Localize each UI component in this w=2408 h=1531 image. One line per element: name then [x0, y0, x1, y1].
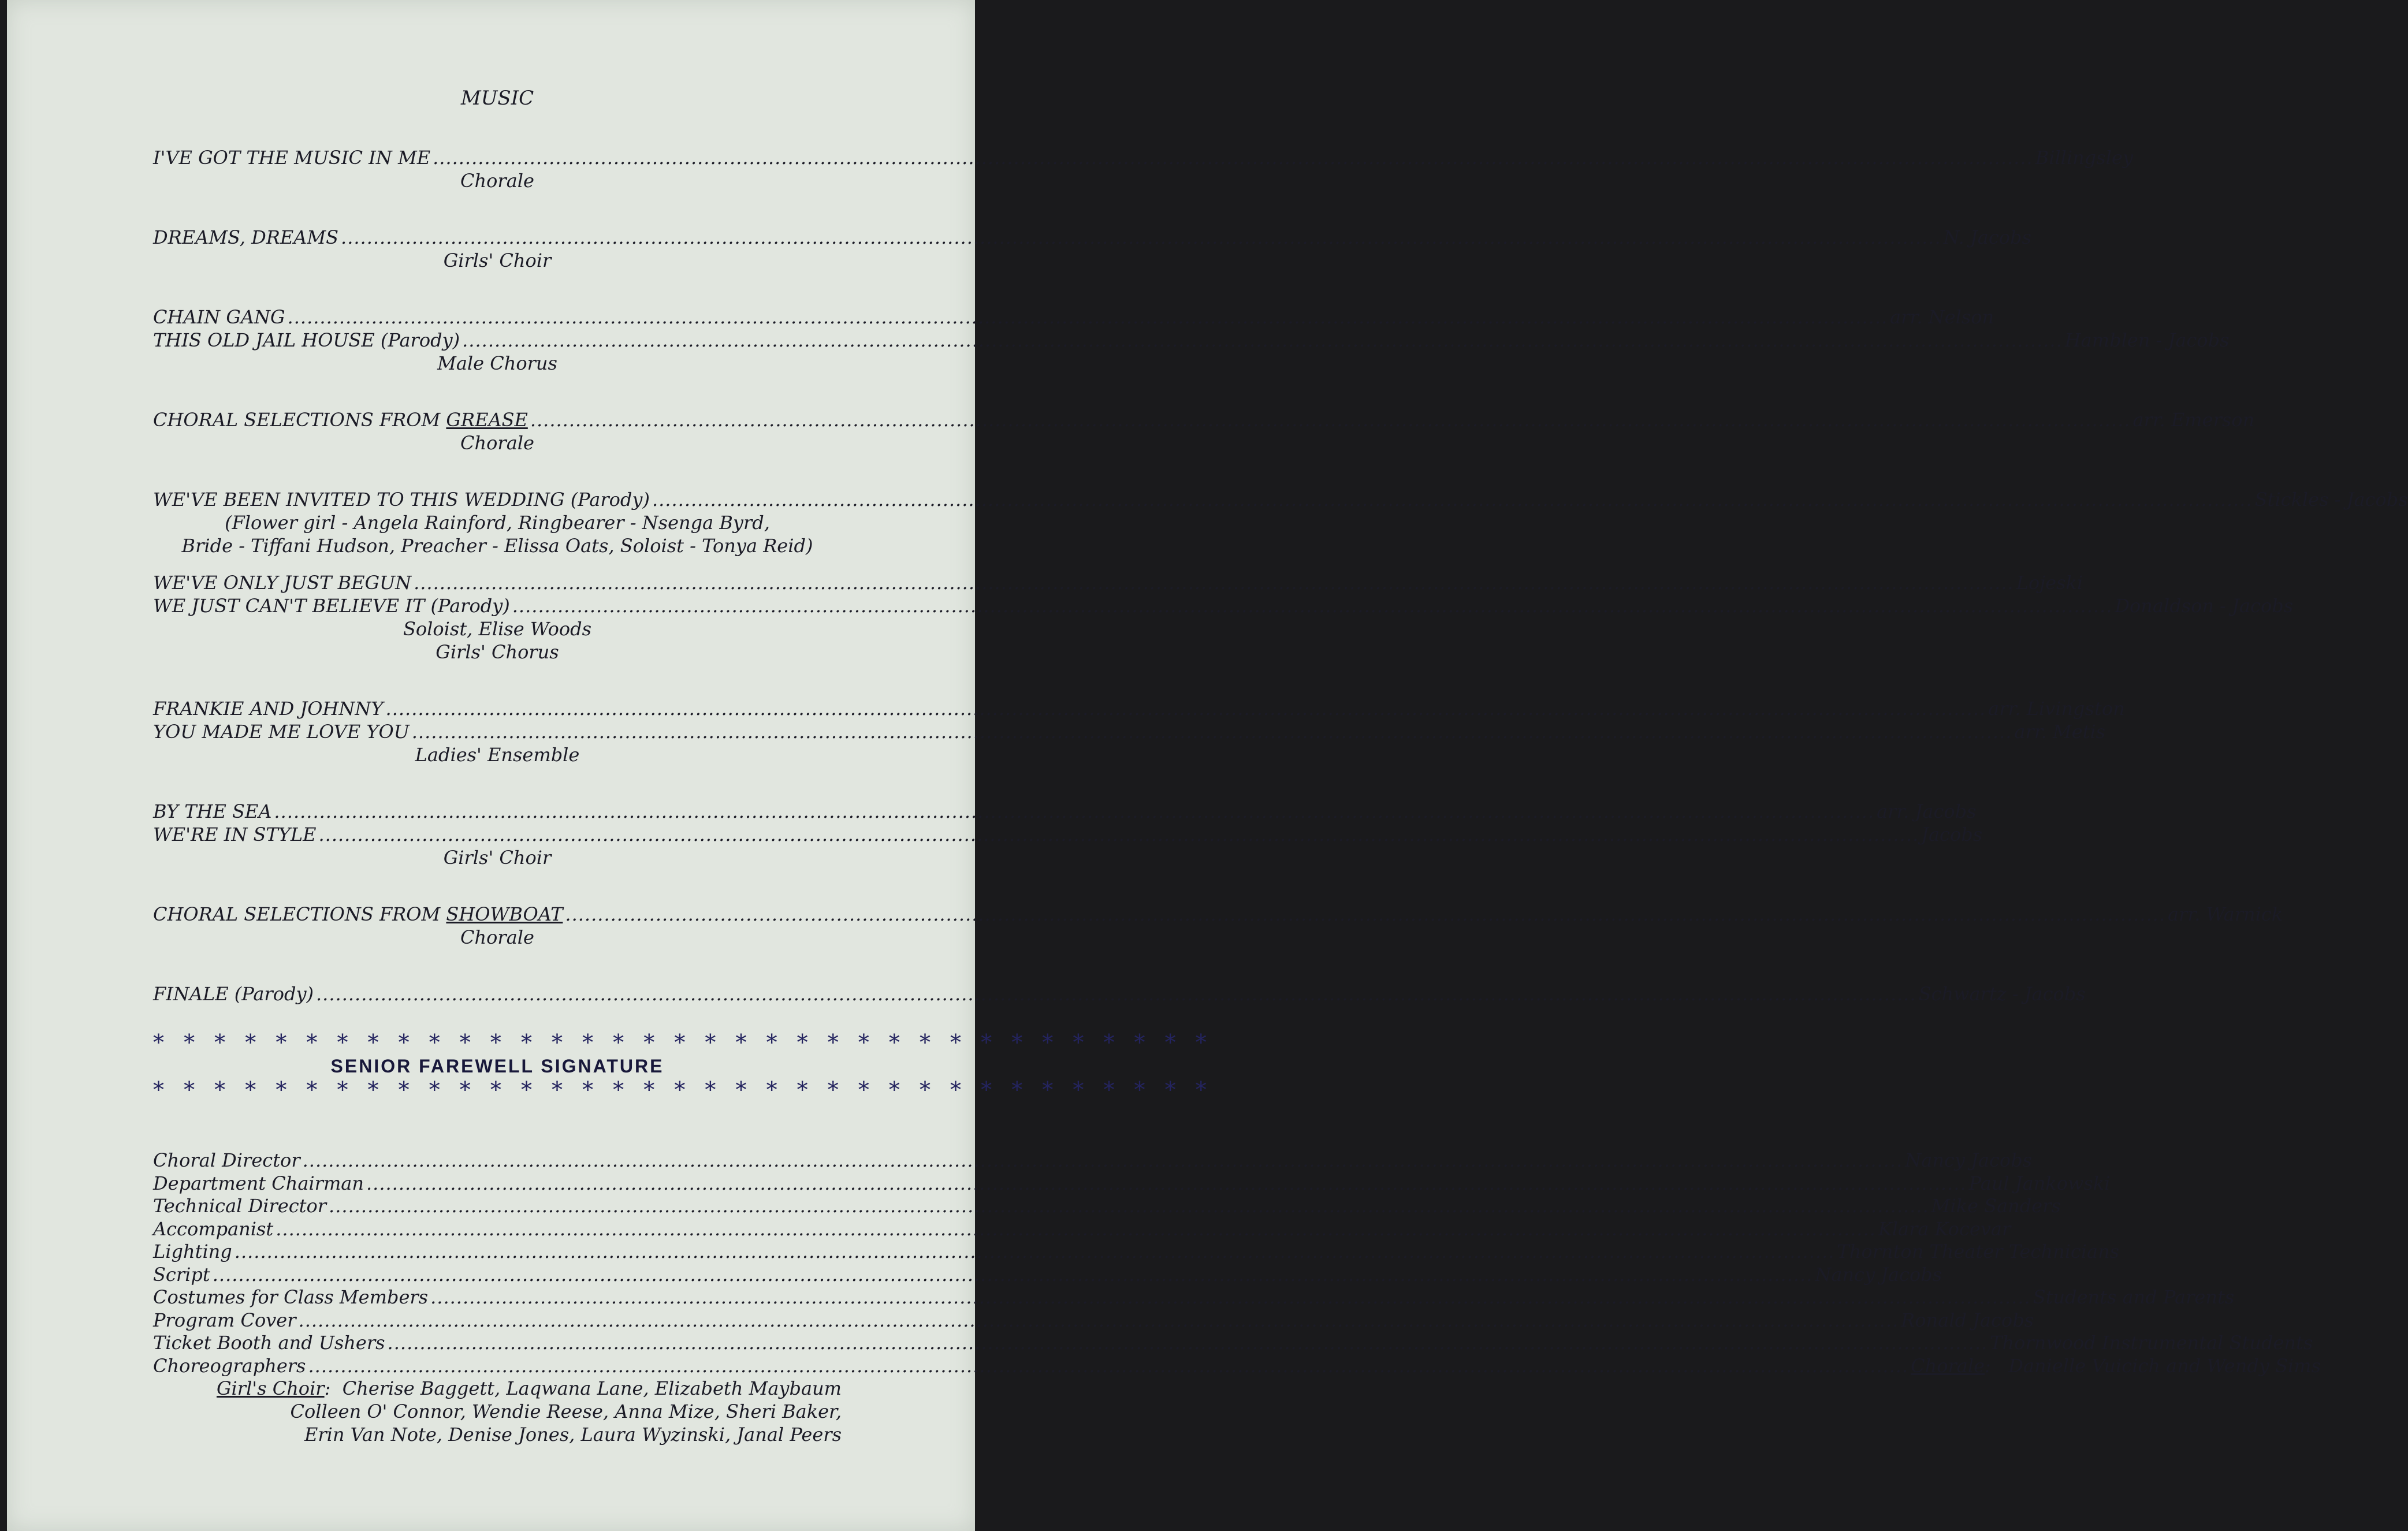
credit-name: Thornton Theater Technicians	[1837, 1241, 2120, 1262]
credit-role: Lighting	[153, 1241, 232, 1262]
dot-leader	[341, 226, 1941, 249]
composer: Lojeski	[2016, 572, 2083, 594]
credit-name: Ronald Jacobs	[1901, 1309, 2034, 1331]
program-row	[153, 823, 1983, 846]
farewell-banner	[153, 1030, 1213, 1102]
song-title: FINALE (Parody)	[153, 983, 314, 1005]
choreographers-row	[153, 1354, 2321, 1377]
colon: :	[1985, 1354, 2009, 1377]
composer: N. Jacobs	[1943, 226, 2031, 248]
colon: :	[324, 1377, 343, 1399]
dot-leader	[303, 1149, 1903, 1172]
credit-role: Department Chairman	[153, 1172, 364, 1194]
performer: Chorale	[460, 926, 534, 948]
composer: arr. Warnick	[2168, 903, 2283, 925]
dot-leader	[235, 1240, 1835, 1263]
farewell-heading: SENIOR FAREWELL SIGNATURE	[330, 1056, 664, 1076]
dot-leader	[316, 982, 1916, 1005]
program-row	[153, 800, 1977, 823]
credit-name: Klara Kocevar	[1878, 1217, 2011, 1240]
credit-row	[153, 1172, 2111, 1195]
song-title: I'VE GOT THE MUSIC IN ME	[153, 147, 431, 169]
dot-leader	[388, 1331, 1988, 1354]
dot-leader	[386, 697, 1986, 720]
program-row	[153, 329, 2230, 352]
credit-role: Technical Director	[153, 1195, 327, 1217]
song-title-prefix: CHORAL SELECTIONS FROM	[153, 409, 446, 431]
dot-leader	[565, 903, 2165, 926]
program-group	[153, 697, 2125, 766]
dot-leader	[512, 594, 2113, 617]
choir-choreographers: Cherise Baggett, Laqwana Lane, Elizabeth Maybaum	[342, 1377, 842, 1399]
composer: arr. Nelson	[1890, 306, 1994, 328]
choir-choreographers-line	[153, 1377, 842, 1400]
program-group	[153, 982, 2086, 1005]
dot-leader	[412, 720, 2012, 743]
program-group	[153, 408, 2255, 455]
performer: Ladies' Ensemble	[415, 744, 580, 766]
program-group	[153, 488, 2408, 557]
credit-name: Nancy Jacobs	[1815, 1263, 1942, 1286]
program-group	[153, 306, 2230, 375]
program-page	[7, 0, 2408, 1531]
program-row	[153, 697, 2125, 720]
song-title: DREAMS, DREAMS	[153, 226, 339, 248]
chorale-label: Chorale	[1911, 1354, 1985, 1377]
program-row	[153, 720, 2106, 743]
dot-leader	[462, 329, 2063, 352]
composer: Jacobs	[1921, 824, 1983, 845]
credit-role: Accompanist	[153, 1217, 274, 1240]
dot-leader	[318, 823, 1919, 846]
program-row	[153, 408, 2255, 431]
star-border-bottom: * * * * * * * * * * * * * * * * * * * * * * * * * * * * * * * * * * *	[153, 1077, 1213, 1102]
choir-label: Girl's Choir	[216, 1377, 325, 1399]
dot-leader	[652, 488, 2253, 511]
program-content	[153, 87, 2408, 1446]
song-title: THIS OLD JAIL HOUSE (Parody)	[153, 329, 460, 351]
performer: Girls' Choir	[443, 249, 552, 271]
song-title: WE'RE IN STYLE	[153, 824, 317, 845]
dot-leader	[433, 146, 2033, 169]
credit-role: Costumes for Class Members	[153, 1286, 429, 1308]
composer: arr. Jacobs	[1877, 800, 1977, 822]
credit-role: Ticket Booth and Ushers	[153, 1332, 385, 1354]
program-group	[153, 571, 2294, 664]
dot-leader	[366, 1172, 1967, 1195]
credit-row	[153, 1286, 2235, 1309]
choir-choreographers-line: Erin Van Note, Denise Jones, Laura Wyzinski, Janal Peers	[304, 1424, 842, 1446]
program-group	[153, 226, 2031, 272]
credit-row	[153, 1331, 2313, 1354]
dot-leader	[276, 1217, 1876, 1241]
show-title: GREASE	[446, 409, 528, 431]
credit-name: Nancy Jacobs	[1905, 1149, 2033, 1171]
dot-leader	[274, 800, 1874, 823]
credit-role: Choral Director	[153, 1149, 300, 1171]
dot-leader	[430, 1286, 2031, 1309]
credit-row	[153, 1217, 2011, 1241]
song-title: YOU MADE ME LOVE YOU	[153, 721, 410, 743]
credit-row	[153, 1194, 2061, 1217]
song-title: WE'VE BEEN INVITED TO THIS WEDDING (Parody)	[153, 489, 650, 511]
performer: Chorale	[460, 432, 534, 454]
composer: Donaldson - Jacobs	[2115, 595, 2294, 617]
credit-name: Mike Sanders	[1931, 1195, 2061, 1217]
composer: arr. Livingston	[1988, 698, 2125, 720]
star-border-top: * * * * * * * * * * * * * * * * * * * * * * * * * * * * * * * * * * *	[153, 1030, 1213, 1055]
dot-leader	[213, 1263, 1813, 1286]
section-title: MUSIC	[460, 87, 534, 110]
program-group	[153, 800, 1983, 869]
credit-role: Program Cover	[153, 1309, 296, 1331]
program-group	[153, 903, 2283, 949]
program-row	[153, 226, 2031, 249]
show-title: SHOWBOAT	[446, 903, 563, 925]
dot-leader	[288, 306, 1888, 329]
program-row	[153, 594, 2294, 617]
credits-list	[153, 1149, 2321, 1446]
credit-name: Students and Parents	[2033, 1286, 2235, 1308]
performer: Chorale	[460, 170, 534, 192]
program-row	[153, 903, 2283, 926]
song-title: FRANKIE AND JOHNNY	[153, 698, 384, 720]
cast-note: Bride - Tiffani Hudson, Preacher - Elissa Oats, Soloist - Tonya Reid)	[181, 535, 813, 557]
credit-row	[153, 1263, 1942, 1286]
song-title-prefix: CHORAL SELECTIONS FROM	[153, 903, 446, 925]
dot-leader	[308, 1354, 1908, 1377]
program-group	[153, 146, 2133, 192]
composer: Hamblen - Jacobs	[2064, 329, 2230, 351]
credit-role: Script	[153, 1263, 210, 1286]
soloist-note: Soloist, Elise Woods	[403, 618, 592, 640]
composer: Stickles - Jacobs	[2254, 489, 2408, 511]
credit-row	[153, 1149, 2033, 1172]
credit-name: Paul Jankowski	[1968, 1172, 2111, 1194]
song-title	[153, 903, 563, 926]
performer: Girls' Choir	[443, 847, 552, 869]
credit-name: Thornwood Instrumental Students	[1990, 1332, 2313, 1354]
composer: arr. Emerson	[2132, 409, 2255, 431]
song-title: WE'VE ONLY JUST BEGUN	[153, 572, 412, 594]
song-title: CHAIN GANG	[153, 306, 285, 328]
performer: Girls' Chorus	[436, 641, 559, 663]
program-row	[153, 571, 2083, 594]
composer: Billingsley	[2035, 147, 2133, 169]
choir-choreographers-line: Colleen O' Connor, Wendie Reese, Anna Mize, Sheri Baker,	[290, 1400, 842, 1422]
dot-leader	[530, 408, 2131, 431]
song-title: BY THE SEA	[153, 800, 272, 822]
credit-row	[153, 1309, 2034, 1332]
credit-row	[153, 1240, 2120, 1263]
program-row	[153, 982, 2086, 1005]
dot-leader	[329, 1194, 1929, 1217]
program-row	[153, 488, 2408, 511]
song-title	[153, 408, 528, 431]
credit-role: Choreographers	[153, 1354, 306, 1377]
chorale-choreographers: Danielle Vuicich and Wendy Sims	[2008, 1354, 2321, 1377]
cast-note: (Flower girl - Angela Rainford, Ringbearer - Nsenga Byrd,	[225, 512, 770, 534]
program-row	[153, 306, 1994, 329]
composer: arr. Metis	[2014, 721, 2106, 743]
song-title: WE JUST CAN'T BELIEVE IT (Parody)	[153, 595, 510, 617]
performer: Male Chorus	[437, 352, 557, 374]
dot-leader	[299, 1309, 1899, 1332]
composer: Schwartz - Jacobs	[1918, 983, 2086, 1005]
program-row	[153, 146, 2133, 169]
dot-leader	[414, 571, 2014, 594]
